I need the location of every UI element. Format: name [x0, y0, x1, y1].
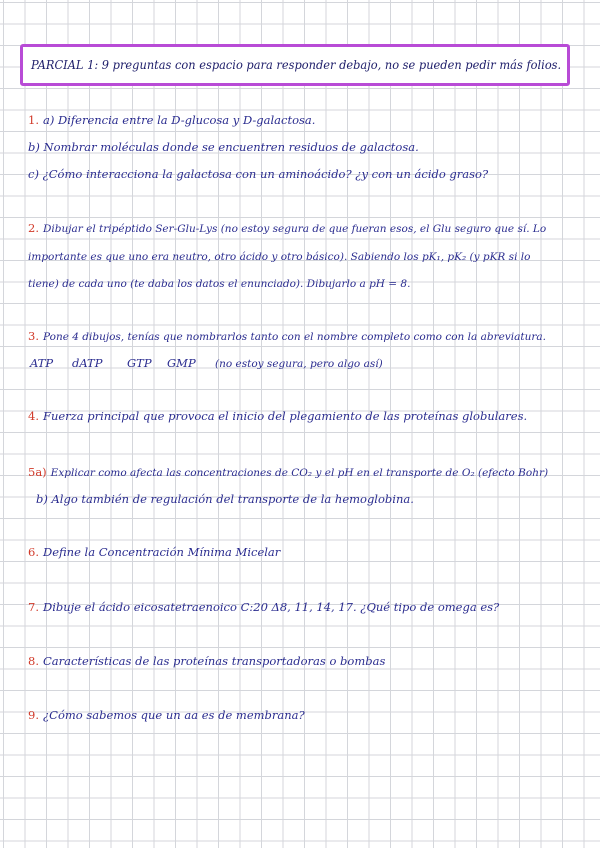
question-3-note: (no estoy segura, pero algo así): [215, 358, 383, 370]
question-9-number: 9.: [28, 708, 39, 722]
question-5a-text: Explicar como afecta las concentraciones de CO₂ y el pH en el transporte de O₂ (efecto Bohr): [50, 467, 549, 479]
question-1b: b) Nombrar moléculas donde se encuentren residuos de galactosa.: [28, 140, 419, 154]
question-3-line-1: [28, 329, 546, 344]
question-6-text: Define la Concentración Mínima Micelar: [42, 545, 281, 559]
question-2-line-3: tiene) de cada uno (te daba los datos el enunciado). Dibujarlo a pH = 8.: [28, 278, 411, 290]
question-3-item-1: ATP: [30, 356, 54, 370]
question-5b: b) Algo también de regulación del transporte de la hemoglobina.: [36, 492, 414, 506]
question-1a-text: a) Diferencia entre la D-glucosa y D-galactosa.: [42, 113, 316, 127]
question-6-number: 6.: [28, 545, 39, 559]
question-4-number: 4.: [28, 409, 39, 423]
question-8: [28, 654, 385, 668]
question-3-item-3: GTP: [127, 356, 152, 370]
question-1a: [28, 113, 315, 127]
question-5-number: 5a): [28, 465, 47, 479]
header-box: [20, 44, 570, 86]
question-7: [28, 600, 499, 614]
question-3-item-2: dATP: [72, 356, 103, 370]
question-3-number: 3.: [28, 329, 39, 343]
question-9: [28, 708, 305, 722]
question-8-number: 8.: [28, 654, 39, 668]
question-3-line-1-text: Pone 4 dibujos, tenías que nombrarlos tanto con el nombre completo como con la abreviatura.: [42, 331, 546, 343]
question-3-item-4: GMP: [167, 356, 196, 370]
question-4-text: Fuerza principal que provoca el inicio del plegamiento de las proteínas globulares.: [42, 409, 528, 423]
question-7-text: Dibuje el ácido eicosatetraenoico C:20 Δ8, 11, 14, 17. ¿Qué tipo de omega es?: [42, 600, 500, 614]
question-1c: c) ¿Cómo interacciona la galactosa con un aminoácido? ¿y con un ácido graso?: [28, 167, 489, 181]
question-1-number: 1.: [28, 113, 39, 127]
question-8-text: Características de las proteínas transportadoras o bombas: [42, 654, 386, 668]
question-2-line-1-text: Dibujar el tripéptido Ser-Glu-Lys (no estoy segura de que fueran esos, el Glu seguro que sí. Lo: [42, 223, 547, 235]
question-6: [28, 545, 280, 559]
question-2-line-2: importante es que uno era neutro, otro ácido y otro básico). Sabiendo los pK₁, pK₂ (y pKR si lo: [28, 251, 531, 263]
question-4: [28, 409, 527, 423]
question-7-number: 7.: [28, 600, 39, 614]
question-2-number: 2.: [28, 221, 39, 235]
header-text: PARCIAL 1: 9 preguntas con espacio para responder debajo, no se pueden pedir más folios.: [31, 57, 562, 72]
question-2-line-1: [28, 221, 546, 236]
question-5a: [28, 465, 548, 480]
question-9-text: ¿Cómo sabemos que un aa es de membrana?: [42, 708, 305, 722]
